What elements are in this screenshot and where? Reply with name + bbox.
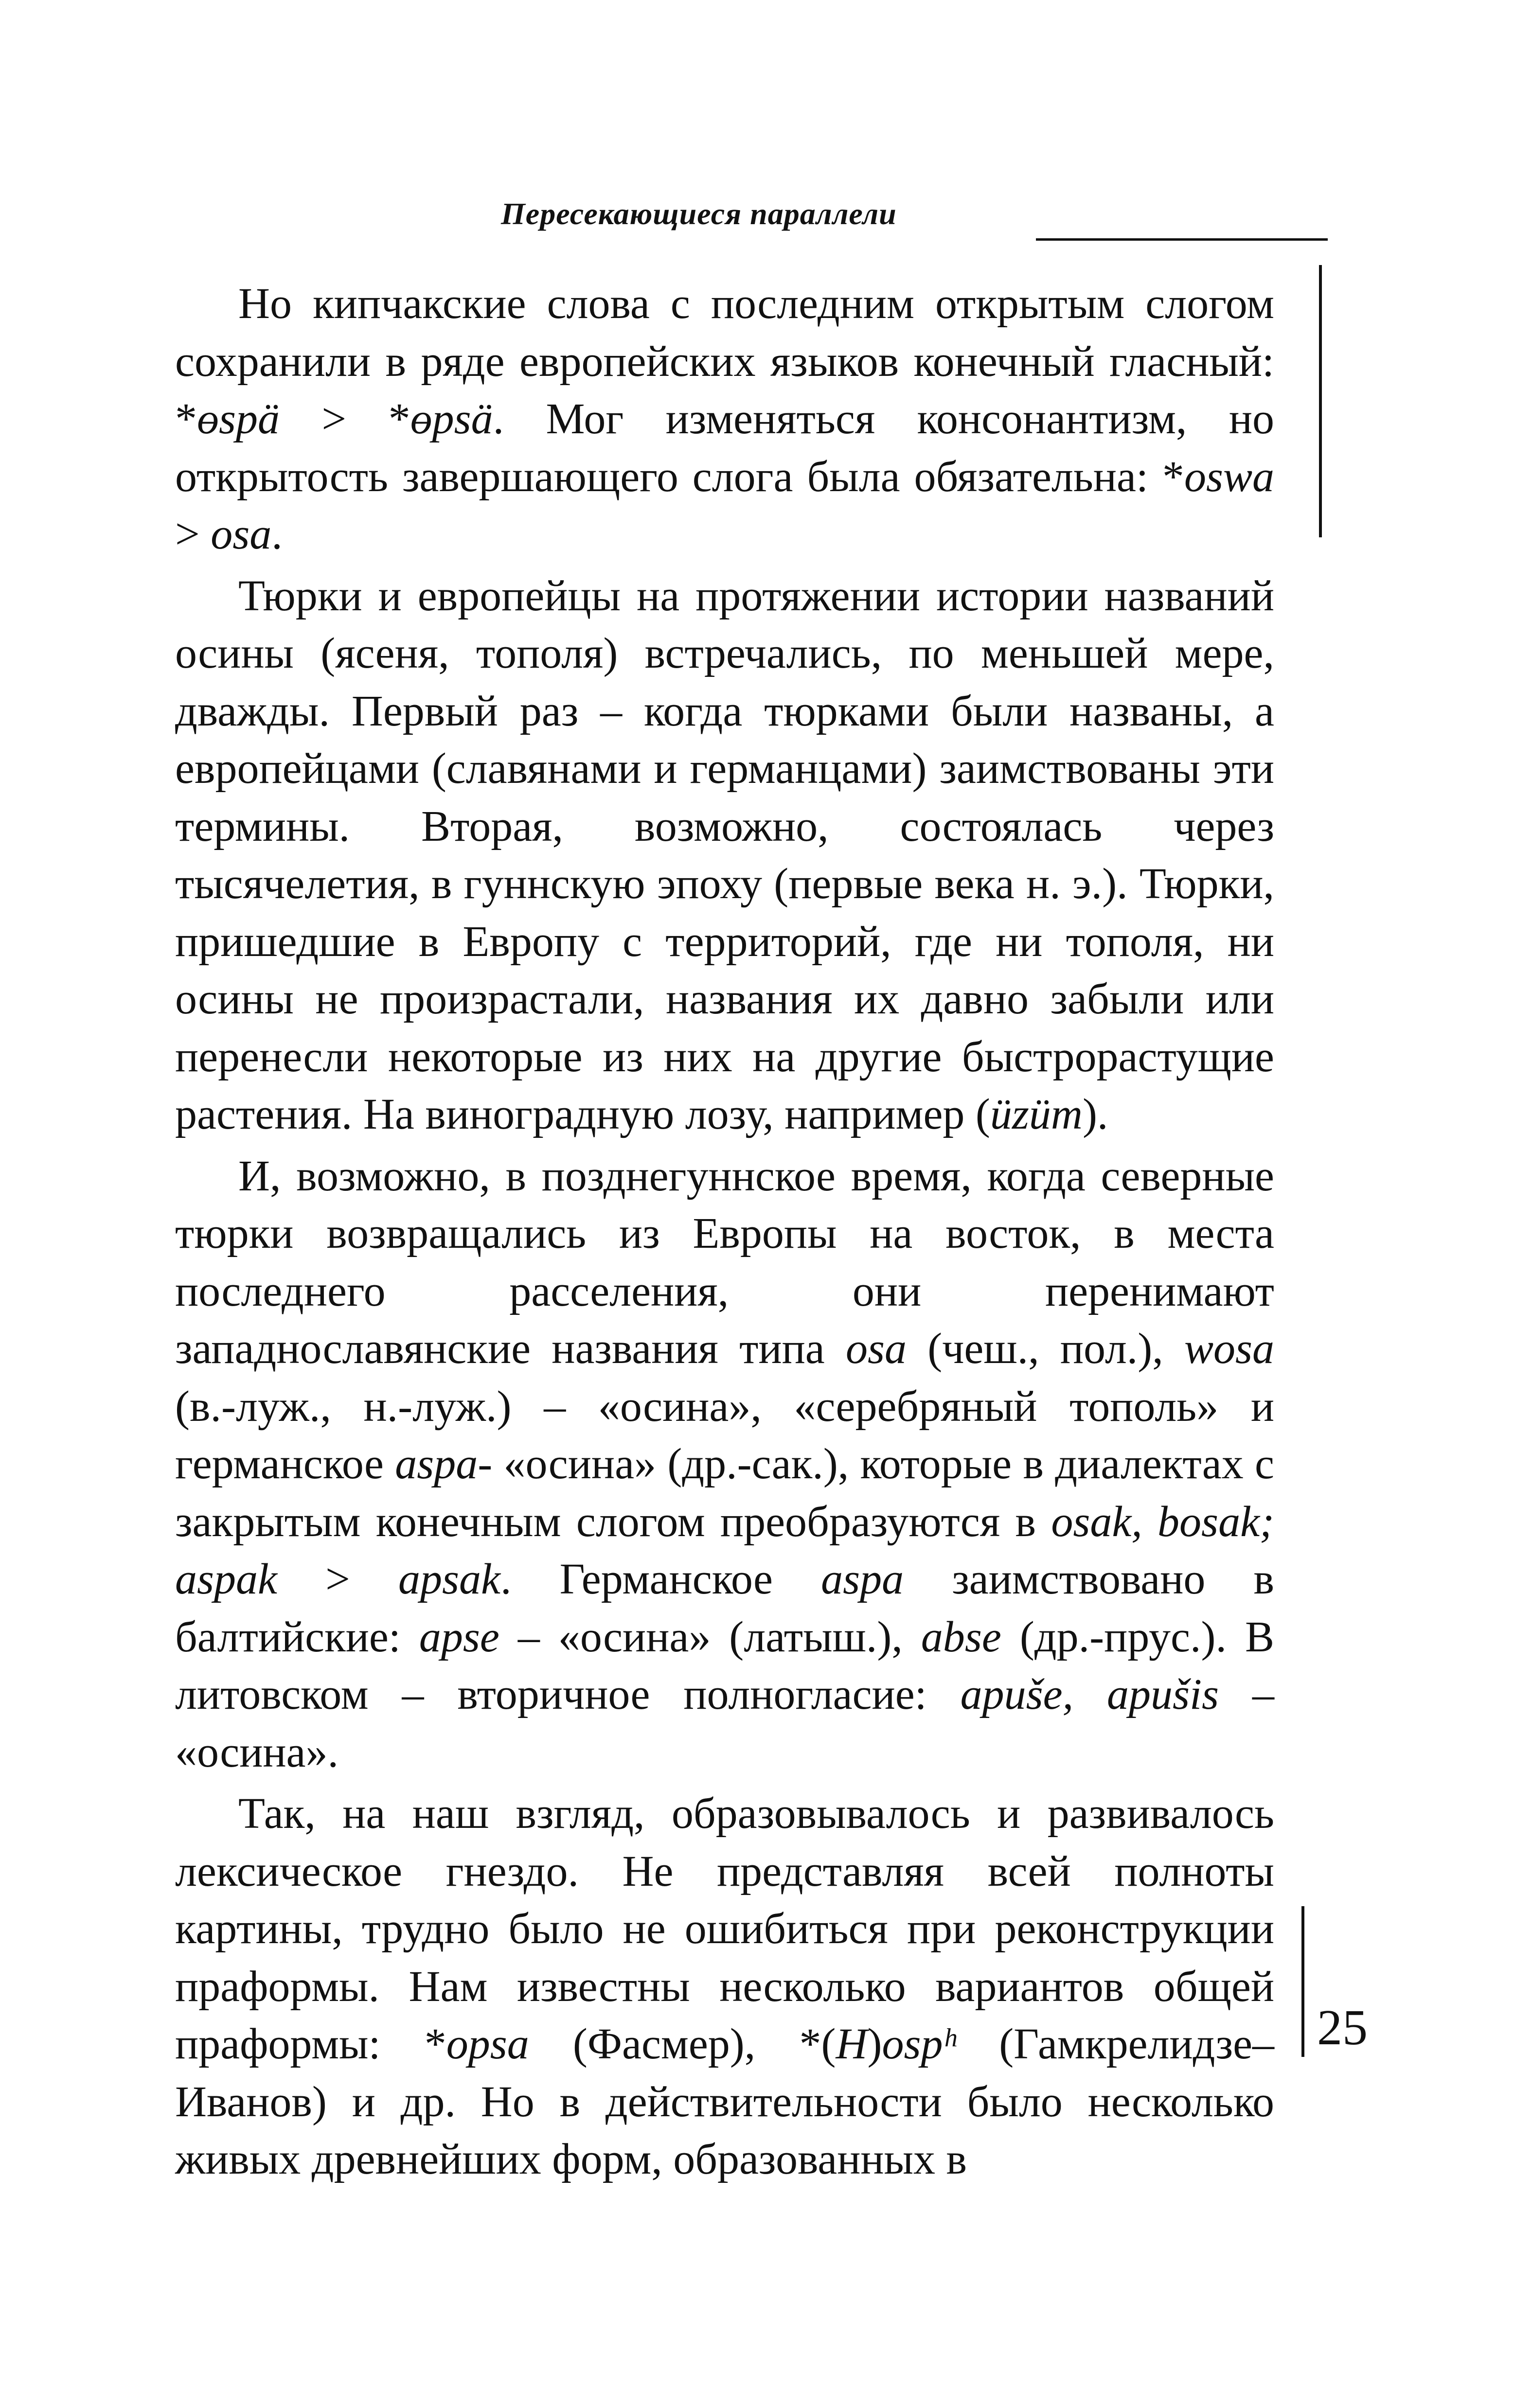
running-title: Пересекающиеся параллели (501, 196, 897, 231)
italic-term: apuše, apušis (960, 1670, 1219, 1718)
text-run: (др.-прус.). В литовском – вторичное полногласие: (175, 1612, 1274, 1718)
text-run: (чеш., пол.), (906, 1325, 1184, 1373)
paragraph-2 (175, 567, 1274, 1144)
text-run: (Гамкрелидзе–Иванов) и др. Но в действительности было несколько живых древнейших форм, образованных в (175, 2020, 1275, 2183)
text-run: «осина» (др.-сак.), которые в диалектах с закрытым конечным слогом преобразуются в (175, 1440, 1274, 1546)
italic-term: osa (845, 1325, 907, 1373)
text-run: . (271, 510, 283, 558)
text-run: > * (280, 395, 410, 443)
italic-term: apsak (398, 1555, 500, 1603)
text-run: заимствовано в балтийские: (175, 1555, 1275, 1661)
italic-term: abse (921, 1612, 1001, 1661)
text-run: И, возможно, в позднегуннское время, когда северные тюрки возвращались из Европы на восток, в места последнего расселения, они перенимают западнославянские названия типа (175, 1151, 1274, 1373)
text-run: – «осина» (латыш.), (499, 1612, 921, 1661)
italic-term: ʰ (943, 2020, 956, 2068)
header-rule (1036, 238, 1328, 241)
italic-term: opsa (446, 2020, 529, 2068)
footer-vertical-rule (1301, 1906, 1304, 2057)
header-vertical-rule (1319, 265, 1322, 537)
italic-term: oswa (1184, 452, 1274, 501)
paragraph-1 (175, 275, 1274, 564)
text-run: . Мог изменяться консонантизм, но открытость завершающего слога была обязательна: * (175, 395, 1275, 501)
italic-term: apse (419, 1612, 499, 1661)
text-run: Тюрки и европейцы на протяжении истории названий осины (ясеня, тополя) встречались, по меньшей мере, дважды. Первый раз – когда тюрками были названы, а европейцами (славянами и германцами) заимствованы эти термины. Вторая, возможно, состоялась через тысячелетия, в гуннскую эпоху (первые века н. э.). Тюрки, пришедшие в Европу с территорий, где ни тополя, ни осины не произрастали, названия их давно забыли или перенесли некоторые из них на другие быстрорастущие растения. На виноградную лозу, например ( (175, 571, 1274, 1138)
italic-term: osak, bosak; aspak (175, 1497, 1275, 1603)
paragraph-3 (175, 1148, 1274, 1782)
text-run: (в.-луж., н.-луж.) – «осина», «серебряный тополь» и германское (175, 1382, 1274, 1488)
italic-term: aspa- (395, 1440, 493, 1488)
italic-term: osa (211, 510, 272, 558)
text-run: Но кипчакские слова с последним открытым слогом сохранили в ряде европейских языков конечный гласный: * (175, 280, 1274, 443)
italic-term: wosa (1184, 1325, 1275, 1373)
italic-term: osp (882, 2020, 943, 2068)
paragraph-4 (175, 1785, 1274, 2189)
italic-term: aspa (821, 1555, 904, 1603)
italic-term: H (836, 2020, 868, 2068)
italic-term: өspä (197, 395, 280, 443)
text-run: – «осина». (175, 1670, 1275, 1776)
page-number: 25 (1317, 2000, 1368, 2055)
text-run: ). (1082, 1090, 1108, 1138)
text-run: Так, на наш взгляд, образовывалось и развивалось лексическое гнездо. Не представляя всей полноты картины, трудно было не ошибиться при реконструкции праформы. Нам известны несколько вариантов общей праформы: * (175, 1789, 1274, 2068)
text-run: (Фасмер), *( (529, 2020, 836, 2068)
text-run: ) (867, 2020, 882, 2068)
italic-term: üzüm (990, 1090, 1083, 1138)
text-run: > (175, 510, 211, 558)
text-run: . Германское (500, 1555, 821, 1603)
text-run: > (277, 1555, 398, 1603)
body-text (175, 275, 1274, 2189)
italic-term: өpsä (410, 395, 493, 443)
